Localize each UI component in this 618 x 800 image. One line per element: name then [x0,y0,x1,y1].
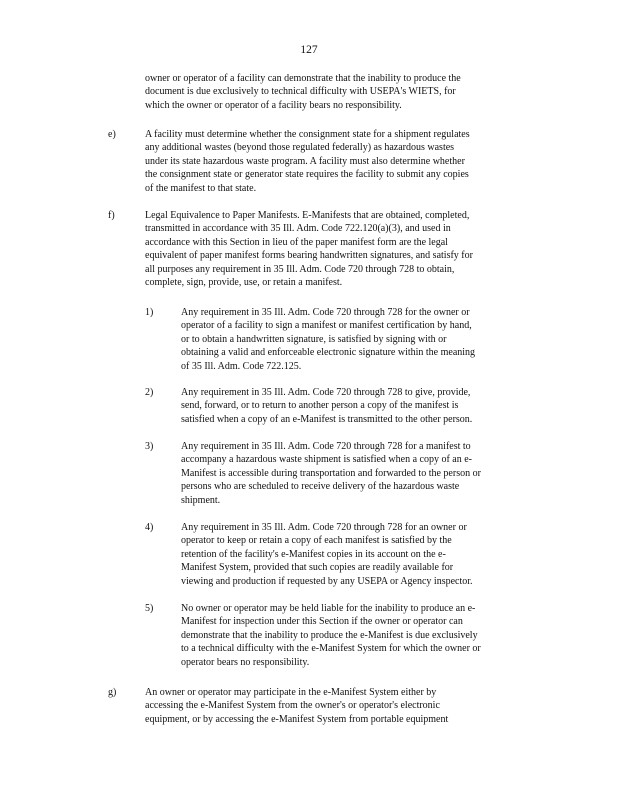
text-line: of the manifest to that state. [145,182,257,194]
item-g-paragraph [145,686,505,726]
text-line: operator bears no responsibility. [181,656,310,668]
text-line: Any requirement in 35 Ill. Adm. Code 720 through 728 to give, provide, [181,387,471,398]
text-line: viewing and production if requested by any USEPA or Agency inspector. [181,575,473,587]
text-line: any additional wastes (beyond those regulated federally) as hazardous wastes [145,142,455,154]
subitem-2-paragraph [181,386,543,426]
item-marker-g: g) [108,687,117,698]
text-line: equivalent of paper manifest forms bearing handwritten signatures, and satisfy for [145,250,473,262]
text-line: transmitted in accordance with 35 Ill. Adm. Code 722.120(a)(3), and used in [145,223,451,235]
subitem-marker-1: 1) [145,307,154,318]
text-line: Any requirement in 35 Ill. Adm. Code 720 through 728 for the owner or [181,307,470,318]
text-line: demonstrate that the inability to produce the e-Manifest is due exclusively [181,629,478,641]
text-line: complete, sign, provide, use, or retain a manifest. [145,277,343,289]
text-line: No owner or operator may be held liable for the inability to produce an e- [181,603,476,614]
item-f-paragraph [145,209,540,289]
text-line: retention of the facility's e-Manifest copies in its account on the e- [181,548,446,560]
text-line: operator to keep or retain a copy of each manifest is satisfied by the [181,535,452,547]
text-line: of 35 Ill. Adm. Code 722.125. [181,360,302,372]
text-line: persons who are scheduled to receive delivery of the hazardous waste [181,481,460,493]
subitem-marker-4: 4) [145,522,154,533]
text-line: under its state hazardous waste program. A facility must also determine whether [145,155,465,167]
text-line: A facility must determine whether the consignment state for a shipment regulates [145,129,470,140]
subitem-marker-2: 2) [145,387,154,398]
subitem-3-paragraph [181,440,543,507]
text-line: operator of a facility to sign a manifest or manifest certification by hand, [181,320,472,332]
item-marker-f: f) [108,210,115,221]
text-line: accompany a hazardous waste shipment is satisfied when a copy of an e- [181,454,473,466]
text-line: Manifest is accessible during transportation and forwarded to the person or [181,467,481,479]
text-line: send, forward, or to return to another person a copy of the manifest is [181,400,459,412]
text-line: which the owner or operator of a facility bears no responsibility. [145,99,402,111]
text-line: the consignment state or generator state requires the facility to submit any copies [145,169,469,181]
page-number: 127 [300,44,318,56]
text-line: Any requirement in 35 Ill. Adm. Code 720 through 728 for a manifest to [181,441,471,452]
text-line: Manifest for inspection under this Section if the owner or operator can [181,616,463,628]
continuation-paragraph [145,72,525,112]
text-line: equipment, or by accessing the e-Manifest System from portable equipment [145,713,449,725]
text-line: Legal Equivalence to Paper Manifests. E-Manifests that are obtained, completed, [145,210,470,221]
item-marker-e: e) [108,129,116,140]
text-line: owner or operator of a facility can demonstrate that the inability to produce the [145,73,461,84]
text-line: accessing the e-Manifest System from the owner's or operator's electronic [145,700,440,712]
subitem-marker-5: 5) [145,603,154,614]
text-line: to a technical difficulty with the e-Manifest System for which the owner or [181,643,481,655]
text-line: An owner or operator may participate in the e-Manifest System either by [145,687,437,698]
subitem-1-paragraph [181,306,543,373]
subitem-4-paragraph [181,521,543,588]
text-line: obtaining a valid and enforceable electronic signature within the meaning [181,347,476,359]
text-line: or to obtain a handwritten signature, is satisfied by signing with or [181,333,447,345]
text-line: shipment. [181,494,221,506]
text-line: document is due exclusively to technical difficulty with USEPA's WIETS, for [145,86,456,98]
subitem-5-paragraph [181,602,543,669]
item-e-paragraph [145,128,530,195]
text-line: all purposes any requirement in 35 Ill. Adm. Code 720 through 728 to obtain, [145,263,455,275]
text-line: Any requirement in 35 Ill. Adm. Code 720 through 728 for an owner or [181,522,467,533]
subitem-marker-3: 3) [145,441,154,452]
text-line: satisfied when a copy of an e-Manifest is transmitted to the other person. [181,413,473,425]
text-line: accordance with this Section in lieu of the paper manifest form are the legal [145,236,448,248]
text-line: Manifest System, provided that such copies are readily available for [181,562,454,574]
